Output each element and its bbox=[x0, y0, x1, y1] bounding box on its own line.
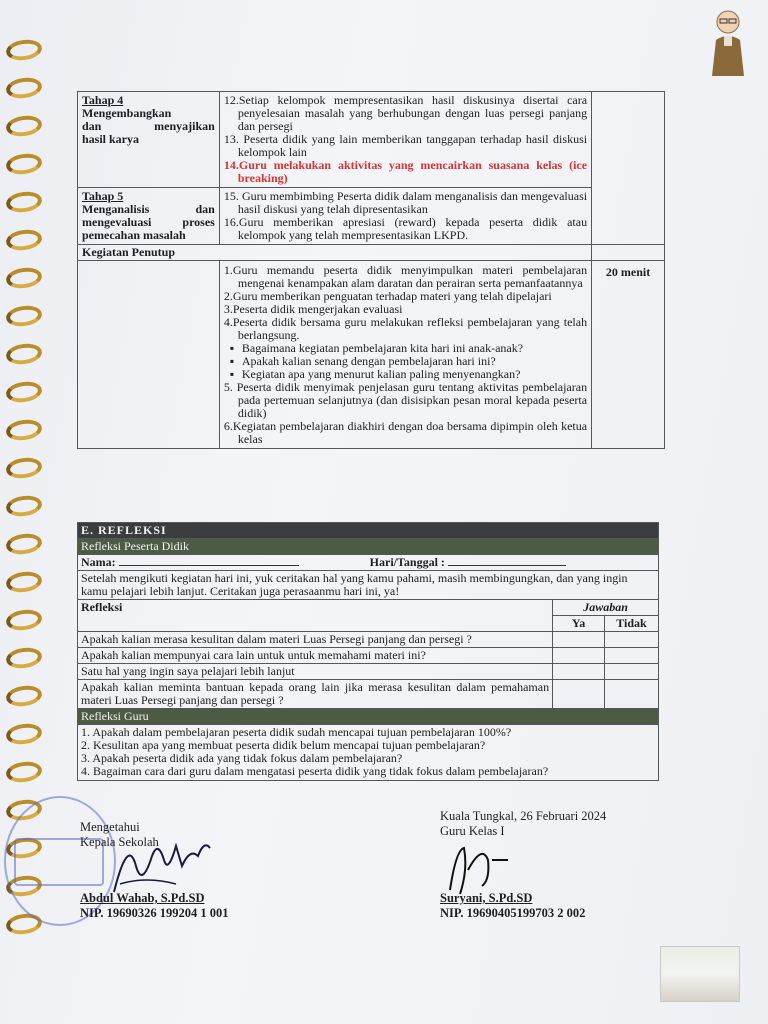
binding-ring bbox=[5, 228, 43, 253]
teacher-role: Guru Kelas I bbox=[440, 824, 505, 838]
teacher-question: 3. Apakah peserta didik ada yang tidak fokus dalam pembelajaran? bbox=[81, 751, 403, 765]
stage-name-line: pemecahan masalah bbox=[82, 228, 186, 242]
teacher-question: 2. Kesulitan apa yang membuat peserta didik belum mencapai tujuan pembelajaran? bbox=[81, 738, 486, 752]
closing-item: 3.Peserta didik mengerjakan evaluasi bbox=[223, 302, 403, 316]
answer-ya-cell[interactable] bbox=[553, 632, 605, 648]
binding-ring bbox=[5, 114, 43, 139]
reflection-intro: Setelah mengikuti kegiatan hari ini, yuk ceritakan hal yang kamu pahami, masih membingungkan, dan yang ingin kamu pelajari lebih lanjut. Ceritakan juga perasaanmu hari ini, ya! bbox=[78, 571, 659, 600]
closing-header: Kegiatan Penutup bbox=[78, 245, 592, 261]
closing-activity-cell bbox=[219, 261, 591, 449]
binding-ring bbox=[5, 456, 43, 481]
principal-name: Abdul Wahab, S.Pd.SD bbox=[80, 891, 205, 905]
answer-tidak-cell[interactable] bbox=[605, 632, 659, 648]
reflection-question: Apakah kalian mempunyai cara lain untuk untuk memahami materi ini? bbox=[78, 648, 553, 664]
stage-cell bbox=[78, 261, 220, 449]
reflection-question: Apakah kalian meminta bantuan kepada orang lain jika merasa kesulitan dalam pemahaman materi Luas Persegi panjang dan persegi ? bbox=[78, 680, 553, 709]
stage-name-line: dan menyajikan bbox=[82, 119, 215, 133]
stage-cell bbox=[78, 188, 220, 245]
closing-item: 6.Kegiatan pembelajaran diakhiri dengan doa bersama dipimpin oleh ketua kelas bbox=[223, 419, 588, 446]
name-label: Nama: bbox=[81, 555, 116, 569]
principal-label: Kepala Sekolah bbox=[80, 835, 159, 849]
stage-cell bbox=[78, 92, 220, 188]
binding-ring bbox=[5, 494, 43, 519]
teacher-signature-icon bbox=[438, 840, 528, 898]
activity-step: 16.Guru memberikan apresiasi (reward) kepada peserta didik atau kelompok yang telah mempresentasikan LKPD. bbox=[223, 215, 588, 242]
teacher-question: 4. Bagaiman cara dari guru dalam mengatasi peserta didik yang tidak fokus dalam pembelajaran? bbox=[81, 764, 549, 778]
date-label: Hari/Tanggal : bbox=[369, 555, 445, 569]
reflection-section-title: E. REFLEKSI bbox=[78, 523, 659, 539]
stage-title: Tahap 4 bbox=[82, 93, 124, 107]
binding-ring bbox=[5, 646, 43, 671]
closing-item: 4.Peserta didik bersama guru melakukan refleksi pembelajaran yang telah berlangsung. bbox=[223, 315, 588, 342]
activity-step: 15. Guru membimbing Peserta didik dalam menganalisis dan mengevaluasi hasil diskusi yang telah dipresentasikan bbox=[223, 189, 588, 216]
teacher-figure-icon bbox=[706, 6, 750, 76]
teacher-name: Suryani, S.Pd.SD bbox=[440, 891, 533, 905]
stage-name-line: mengevaluasi proses bbox=[82, 215, 215, 229]
binding-ring bbox=[5, 190, 43, 215]
col-ya: Ya bbox=[553, 616, 605, 632]
reflection-question: Satu hal yang ingin saya pelajari lebih lanjut bbox=[78, 664, 553, 680]
table-row bbox=[78, 632, 659, 648]
binding-ring bbox=[5, 304, 43, 329]
binding-ring bbox=[5, 266, 43, 291]
student-reflection-header: Refleksi Peserta Didik bbox=[78, 539, 659, 555]
closing-item: 5. Peserta didik menyimak penjelasan guru tentang aktivitas pembelajaran pada pertemuan selanjutnya (dan disisipkan pesan moral kepada peserta didik) bbox=[223, 380, 588, 420]
date-blank[interactable] bbox=[448, 565, 566, 566]
teacher-nip: NIP. 19690405199703 2 002 bbox=[440, 906, 586, 920]
closing-item: 1.Guru memandu peserta didik menyimpulkan materi pembelajaran mengenai kenampakan alam daratan dan perairan serta pemanfaatannya bbox=[223, 263, 588, 290]
col-tidak: Tidak bbox=[605, 616, 659, 632]
stage-name-line: hasil karya bbox=[82, 132, 140, 146]
reflection-question: Apakah kalian merasa kesulitan dalam materi Luas Persegi panjang dan persegi ? bbox=[78, 632, 553, 648]
col-refleksi: Refleksi bbox=[78, 600, 553, 632]
principal-info bbox=[80, 891, 229, 921]
table-row bbox=[78, 245, 665, 261]
closing-item: 2.Guru memberikan penguatan terhadap materi yang telah dipelajari bbox=[223, 289, 552, 303]
closing-bullet: ▪ Kegiatan apa yang menurut kalian paling menyenangkan? bbox=[224, 368, 587, 381]
table-row bbox=[78, 261, 665, 449]
stage-name-line: Mengembangkan bbox=[82, 106, 172, 120]
closing-bullet: ▪ Apakah kalian senang dengan pembelajaran hari ini? bbox=[224, 355, 587, 368]
table-row bbox=[78, 725, 659, 781]
principal-nip: NIP. 19690326 199204 1 001 bbox=[80, 906, 229, 920]
reflection-table bbox=[77, 522, 659, 781]
teacher-info bbox=[440, 891, 585, 921]
stage-name-line: Menganalisis dan bbox=[82, 202, 215, 216]
activity-step-highlight: 14.Guru melakukan aktivitas yang mencairkan suasana kelas (ice breaking) bbox=[223, 158, 588, 185]
activity-step: 12.Setiap kelompok mempresentasikan hasil diskusinya disertai cara penyelesaian masalah yang berhubungan dengan luas persegi panjang dan persegi bbox=[223, 93, 588, 133]
table-row bbox=[78, 92, 665, 188]
teacher-questions-cell bbox=[78, 725, 659, 781]
activity-cell bbox=[219, 92, 591, 188]
table-row bbox=[78, 600, 659, 616]
binding-ring bbox=[5, 38, 43, 63]
binding-ring bbox=[5, 76, 43, 101]
acknowledged-label: Mengetahui bbox=[80, 820, 140, 834]
duration-cell bbox=[592, 245, 665, 261]
binding-ring bbox=[5, 760, 43, 785]
table-row bbox=[78, 648, 659, 664]
binding-ring bbox=[5, 722, 43, 747]
binding-ring bbox=[5, 532, 43, 557]
binding-ring bbox=[5, 152, 43, 177]
activity-step: 13. Peserta didik yang lain memberikan tanggapan terhadap hasil diskusi kelompok lain bbox=[223, 132, 588, 159]
duration-cell bbox=[592, 92, 665, 245]
name-blank[interactable] bbox=[119, 565, 299, 566]
closing-duration: 20 menit bbox=[592, 261, 665, 449]
activity-cell bbox=[219, 188, 591, 245]
right-signature-block bbox=[440, 809, 606, 839]
closing-bullet: ▪ Bagaimana kegiatan pembelajaran kita hari ini anak-anak? bbox=[224, 342, 587, 355]
binding-ring bbox=[5, 380, 43, 405]
answer-tidak-cell[interactable] bbox=[605, 680, 659, 709]
teacher-question: 1. Apakah dalam pembelajaran peserta didik sudah mencapai tujuan pembelajaran 100%? bbox=[81, 725, 512, 739]
col-jawaban: Jawaban bbox=[553, 600, 659, 616]
answer-ya-cell[interactable] bbox=[553, 680, 605, 709]
table-row bbox=[78, 188, 665, 245]
lesson-activity-table bbox=[77, 91, 665, 449]
answer-ya-cell[interactable] bbox=[553, 648, 605, 664]
binding-ring bbox=[5, 570, 43, 595]
binding-ring bbox=[5, 684, 43, 709]
teacher-reflection-header: Refleksi Guru bbox=[78, 709, 659, 725]
table-row bbox=[78, 664, 659, 680]
name-date-row bbox=[78, 555, 659, 571]
binding-ring bbox=[5, 418, 43, 443]
place-date: Kuala Tungkal, 26 Februari 2024 bbox=[440, 809, 607, 823]
table-row bbox=[78, 680, 659, 709]
binding-ring bbox=[5, 342, 43, 367]
answer-ya-cell[interactable] bbox=[553, 664, 605, 680]
classroom-photo bbox=[660, 946, 740, 1002]
answer-tidak-cell[interactable] bbox=[605, 664, 659, 680]
stage-title: Tahap 5 bbox=[82, 189, 124, 203]
binding-ring bbox=[5, 608, 43, 633]
answer-tidak-cell[interactable] bbox=[605, 648, 659, 664]
